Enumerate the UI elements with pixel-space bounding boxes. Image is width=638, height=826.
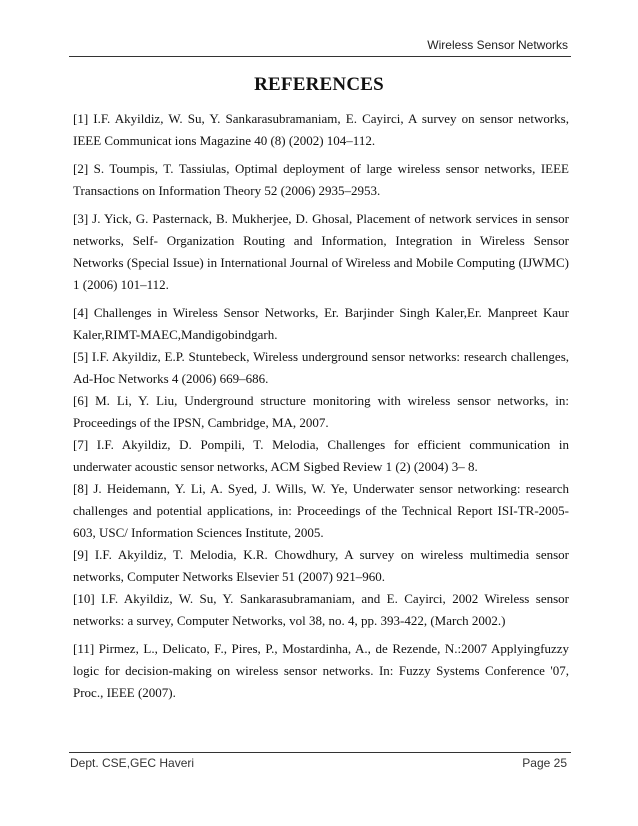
footer-department: Dept. CSE,GEC Haveri <box>70 756 195 770</box>
reference-item: [11] Pirmez, L., Delicato, F., Pires, P., Mostardinha, A., de Rezende, N.:2007 Applyingfuzzy logic for decision-making on wireless sensor networks. In: Fuzzy Systems Conference '07, Proc., IEEE (2007). <box>73 641 569 700</box>
reference-item: [2] S. Toumpis, T. Tassiulas, Optimal deployment of large wireless sensor networks, IEEE Transactions on Information Theory 52 (2006) 2935–2953. <box>73 161 569 198</box>
page-title: REFERENCES <box>254 74 384 95</box>
reference-item: [5] I.F. Akyildiz, E.P. Stuntebeck, Wireless underground sensor networks: research challenges, Ad-Hoc Networks 4 (2006) 669–686. <box>73 349 569 386</box>
running-header: Wireless Sensor Networks <box>427 38 568 52</box>
reference-item: [9] I.F. Akyildiz, T. Melodia, K.R. Chowdhury, A survey on wireless multimedia sensor networks, Computer Networks Elsevier 51 (2007) 921–960. <box>73 547 569 584</box>
reference-item: [6] M. Li, Y. Liu, Underground structure monitoring with wireless sensor networks, in: Proceedings of the IPSN, Cambridge, MA, 2007. <box>73 393 569 430</box>
reference-item: [10] I.F. Akyildiz, W. Su, Y. Sankarasubramaniam, and E. Cayirci, 2002 Wireless sensor networks: a survey, Computer Networks, vol 38, no. 4, pp. 393-422, (March 2002.) <box>73 591 569 628</box>
reference-item: [1] I.F. Akyildiz, W. Su, Y. Sankarasubramaniam, E. Cayirci, A survey on sensor networks, IEEE Communicat ions Magazine 40 (8) (2002) 104–112. <box>73 111 569 148</box>
reference-item: [4] Challenges in Wireless Sensor Networks, Er. Barjinder Singh Kaler,Er. Manpreet Kaur Kaler,RIMT-MAEC,Mandigobindgarh. <box>73 305 569 342</box>
page-number: Page 25 <box>522 756 567 770</box>
reference-item: [8] J. Heidemann, Y. Li, A. Syed, J. Wills, W. Ye, Underwater sensor networking: research challenges and potential applications, in: Proceedings of the Technical Report ISI-TR-2005-603, USC/ Information Sciences Institute, 2005. <box>73 481 569 540</box>
reference-item: [7] I.F. Akyildiz, D. Pompili, T. Melodia, Challenges for efficient communication in underwater acoustic sensor networks, ACM Sigbed Review 1 (2) (2004) 3– 8. <box>73 437 569 474</box>
footer-divider <box>69 752 571 753</box>
header-divider <box>69 56 571 57</box>
reference-item: [3] J. Yick, G. Pasternack, B. Mukherjee, D. Ghosal, Placement of network services in sensor networks, Self- Organization Routing and Information, Integration in Wireless Sensor Networks (Special Issue) in International Journal of Wireless and Mobile Computing (IJWMC) 1 (2006) 101–112. <box>73 211 569 292</box>
reference-list <box>73 108 569 710</box>
